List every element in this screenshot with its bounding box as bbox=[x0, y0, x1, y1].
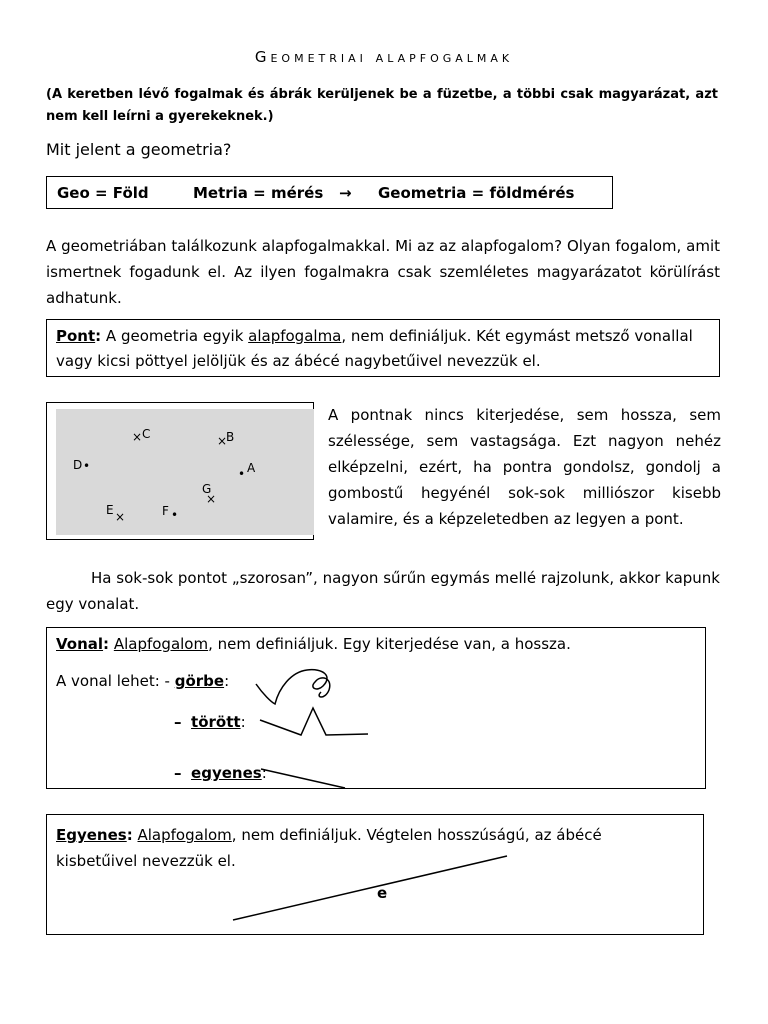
torott-dash: – bbox=[174, 713, 182, 731]
geometry-definition-box bbox=[46, 176, 613, 209]
geometria-definition: Geometria = földmérés bbox=[378, 184, 575, 202]
point-b-cross: × bbox=[217, 434, 228, 448]
intro-paragraph: A geometriában találkozunk alapfogalmakkal. Mi az az alapfogalom? Olyan fogalom, amit ismertnek fogadunk el. Az ilyen fogalmakra csak szemléletes magyarázatot körülírást adhatunk. bbox=[46, 237, 720, 307]
line-types-drawing bbox=[47, 628, 705, 788]
point-d-label: D bbox=[73, 458, 83, 472]
point-f-dot: • bbox=[171, 508, 179, 522]
point-f-label: F bbox=[162, 504, 169, 518]
point-e-label: E bbox=[106, 503, 114, 517]
instruction-note: (A keretben lévő fogalmak és ábrák kerüljenek be a füzetbe, a többi csak magyarázat, azt nem kell leírni a gyerekeknek.) bbox=[46, 87, 718, 124]
vonal-explanation-text: Ha sok-sok pontot „szorosan”, nagyon sűrűn egymás mellé rajzolunk, akkor kapunk egy vonalat. bbox=[46, 569, 720, 613]
torott-row: – törött: bbox=[174, 713, 246, 731]
point-g-label: G bbox=[202, 482, 212, 496]
egyenes-colon: : bbox=[126, 826, 133, 844]
vonal-explanation bbox=[46, 565, 720, 617]
egyenes-row: – egyenes: bbox=[174, 764, 267, 782]
point-g-cross: × bbox=[206, 492, 217, 506]
vonal-term: Vonal bbox=[56, 635, 104, 653]
point-c-label: C bbox=[142, 427, 151, 441]
broken-line-drawing bbox=[260, 708, 368, 735]
pont-alapfogalma: alapfogalma bbox=[248, 327, 342, 345]
pont-text-1: A geometria egyik bbox=[101, 327, 249, 345]
gorbe-row: A vonal lehet: - görbe: bbox=[56, 672, 230, 690]
vonal-definition-box bbox=[46, 627, 706, 789]
egyenes-term: Egyenes bbox=[56, 826, 127, 844]
pont-text-2: , nem definiáljuk. Két egymást metsző vonallal vagy kicsi pöttyel jelöljük és az ábécé nagybetűivel nevezzük el. bbox=[56, 327, 693, 370]
line-e-drawing bbox=[233, 856, 507, 920]
pont-explanation: A pontnak nincs kiterjedése, sem hossza, sem szélessége, sem vastagsága. Ezt nagyon nehéz elképzelni, ezért, ha pontra gondolsz, gondolj a gombostű hegyénél sok-sok milliószor kisebb valamire, és a képzeletedben az legyen a pont. bbox=[328, 406, 721, 528]
point-a-label: A bbox=[247, 461, 256, 475]
vonal-types-lead: A vonal lehet: - bbox=[56, 672, 175, 690]
pont-colon: : bbox=[95, 327, 102, 345]
points-figure bbox=[46, 402, 314, 540]
point-d-dot: • bbox=[83, 459, 91, 473]
egyenes-dash: – bbox=[174, 764, 182, 782]
point-c-cross: × bbox=[132, 430, 143, 444]
arrow-icon: → bbox=[339, 184, 352, 202]
metria-definition: Metria = mérés bbox=[193, 184, 324, 202]
vonal-colon: : bbox=[103, 635, 110, 653]
straight-line-drawing bbox=[261, 769, 345, 788]
vonal-text: , nem definiáljuk. Egy kiterjedése van, a hossza. bbox=[208, 635, 571, 653]
pont-term: Pont bbox=[56, 327, 96, 345]
question: Mit jelent a geometria? bbox=[46, 140, 232, 159]
geo-definition: Geo = Föld bbox=[57, 184, 149, 202]
straight-line-figure bbox=[47, 815, 703, 934]
page-title: Geometriai alapfogalmak bbox=[254, 48, 514, 66]
point-a-dot: • bbox=[238, 467, 246, 481]
egyenes-alapfogalom: Alapfogalom bbox=[137, 826, 232, 844]
points-figure-background bbox=[56, 409, 314, 535]
pont-definition-box bbox=[46, 319, 720, 377]
torott-label: törött bbox=[191, 713, 241, 731]
line-e-label: e bbox=[377, 884, 388, 902]
egyenes-definition-box bbox=[46, 814, 704, 935]
curve-line-drawing bbox=[256, 670, 330, 704]
point-e-cross: × bbox=[115, 510, 126, 524]
vonal-alapfogalom: Alapfogalom bbox=[113, 635, 209, 653]
egyenes-label: egyenes bbox=[191, 764, 262, 782]
gorbe-label: görbe bbox=[174, 672, 225, 690]
egyenes-text: , nem definiáljuk. Végtelen hosszúságú, az ábécé kisbetűivel nevezzük el. bbox=[56, 826, 602, 870]
point-b-label: B bbox=[226, 430, 235, 444]
